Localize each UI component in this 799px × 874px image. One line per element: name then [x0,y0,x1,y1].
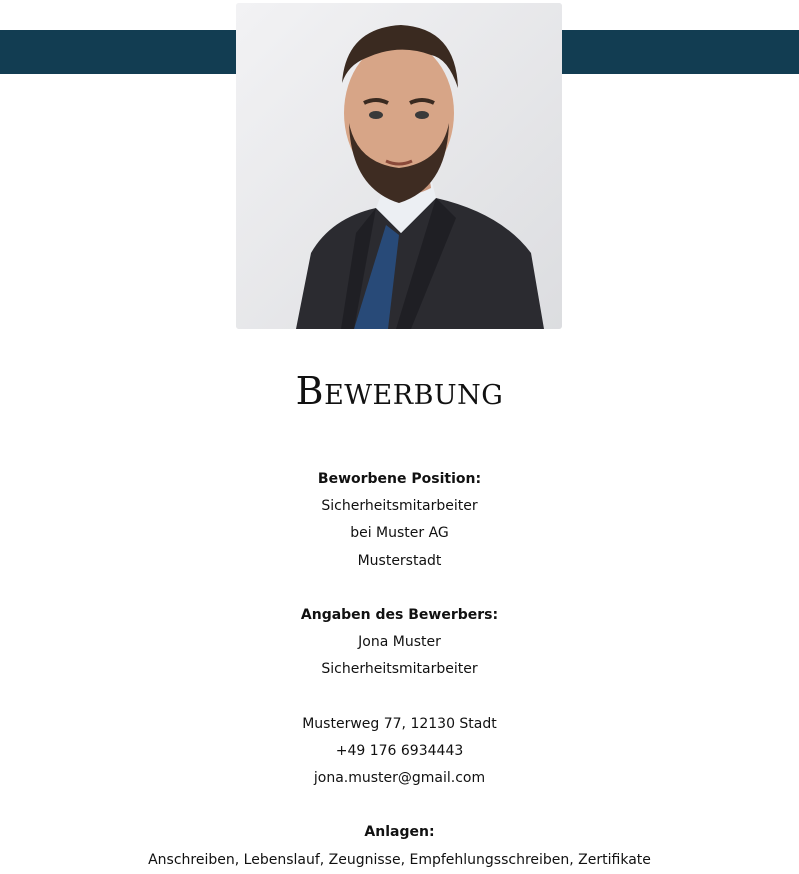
spacer [0,792,799,819]
applicant-heading: Angaben des Bewerbers: [300,606,499,623]
position-role: Sicherheitsmitarbeiter [321,498,478,515]
applicant-role: Sicherheitsmitarbeiter [321,661,478,678]
applicant-phone: +49 176 6934443 [335,742,464,759]
attachments-list: Anschreiben, Lebenslauf, Zeugnisse, Empfehlungsschreiben, Zertifikate [148,851,651,868]
portrait-illustration [236,3,562,329]
position-heading: Beworbene Position: [317,471,482,487]
applicant-address: Musterweg 77, 12130 Stadt [302,715,497,732]
spacer [0,684,799,711]
position-city: Musterstadt [357,552,442,569]
attachments-heading: Anlagen: [364,824,435,841]
application-details [0,466,799,874]
page-title: Bewerbung [295,369,504,413]
position-company: bei Muster AG [350,525,449,542]
applicant-email: jona.muster@gmail.com [313,770,486,787]
spacer [0,575,799,602]
applicant-name: Jona Muster [358,634,441,651]
applicant-photo [236,3,562,329]
